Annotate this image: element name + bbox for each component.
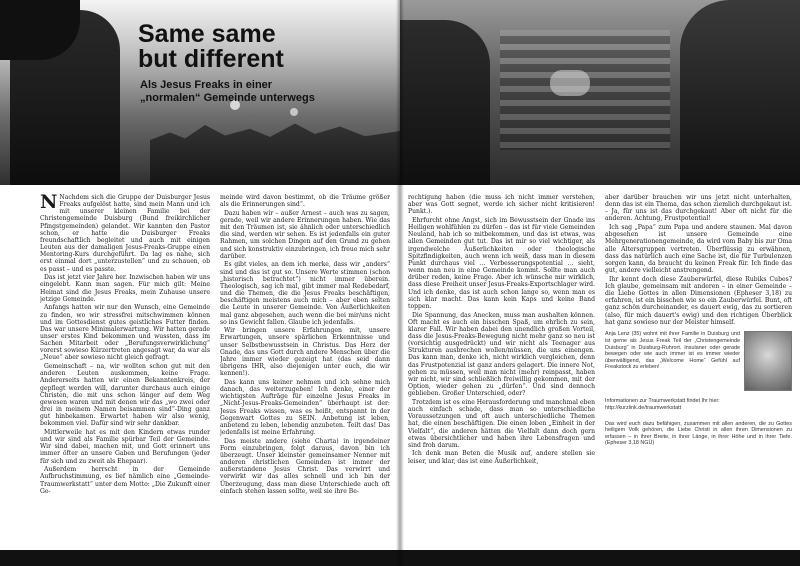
paragraph: Ich sag „Papa“ zum Papa und andere staunen. Mal davon abgesehen ist unsere Gemeinde eine Mehrgenerationengemeinde, da wird vom Baby bis zur Oma alle Altersgruppen vertreten. Überflüssig zu erwähnen, dass das natürlich auch eine Sache ist, die für Turbulenzen sorgen kann, da braucht du keinen Freak für. Ich finde das gut, andere vielleicht anstrengend.: [605, 224, 792, 275]
photo-lamp: [290, 108, 298, 116]
right-column-2: [605, 194, 792, 546]
paragraph: Es gibt vieles, an dem ich merke, dass wir „anders“ sind und das ist gut so. Unsere Werte stimmen (schon „historisch betrachtet“) nicht immer überein. Theologisch, sag ich mal, gibt immer mal Redebedarf, und die Themen, die die Jesus Freaks beschäftigen, beschäftigen meistens auch mich – aber eben selten die Leute in unserer Gemeinde. Von Äußerlichkeiten mal ganz abgesehen, auch wenn die bei mir/uns nicht so ins Gewicht fallen. Glaube ich jedenfalls.: [220, 261, 390, 326]
left-column-2: [220, 194, 390, 546]
right-page: [400, 0, 800, 566]
paragraph: Das meiste andere (siehe Charta) in irgendeiner Form einzubringen, folgt daraus, davon bin ich überzeugt. Unser kleinster gemeinsamer Nenner mit anderen christlichen Gemeinden ist immer der außerstandene Jesus Christ. Das verwirrt und verwirkt wir das alles schnell und ich bin der Überzeugung, dass man diese Unterschiede auch oft einfach stehen lassen sollte, weil sie ihre Be-: [220, 437, 390, 495]
paragraph: Ihr kennt doch diese Zauberwürfel, diese Rubiks Cubes? Ich glaube, gemeinsam mit anderen – in einer Gemeinde – die Liebe Gottes in allen Dimensionen (Epheser 3,18) zu erfahren, ist ein bisschen wie so ein Zauberwürfel. Bunt, oft ganz schön durcheinander, es dauert ewig, das zu sortieren (also, für mich dauert's ewig) und den richtigen Überblick hat ganz sowieso nur der Meister himself.: [605, 275, 792, 326]
header-photo-right: [400, 0, 800, 185]
info-note-text: Informationen zur Traumwerkstatt findet Ihr hier:: [605, 398, 720, 405]
paragraph: Außerdem herrscht in der Gemeinde Aufbruchstimmung, es lief nämlich eine „Gemeinde-Traumwerkstatt“ unter dem Motto: „Die Zukunft einer Ge-: [40, 466, 210, 495]
page-gutter: [396, 0, 404, 566]
bottom-photo-strip-left: [0, 550, 400, 566]
paragraph: Gemeinschaft – na, wir wollten schon gut mit den anderen Leuten auskommen, keine Frage. Andererseits hatten wir einen Bekanntenkreis, der gepflegt werden will, darunter durchaus auch einige Christen, die mit uns schon länger auf dem Weg gewesen waren und mit denen wir das „wo zwei oder drei in meinem Namen beisammen sind“-Ding ganz gut hinbekamen. Erwartet haben wir also wenig, bekommen viel. Dafür sind wir sehr dankbar.: [40, 363, 210, 428]
article-title: [138, 22, 378, 72]
paragraph: Anfangs hatten wir nur den Wunsch, eine Gemeinde zu finden, wo wir stressfrei mitschwimmen können und im Gottesdienst gutes geistliches Futter finden. Das war unsere Minimalerwartung. Wir hatten gerade unser erstes Kind bekommen und wussten, dass im Sachen Mitarbeit oder „Berufungsverwirklichung“ vorerst sowieso Kürzertreten angesagt war, da war als „Neue“ aber sowieso nicht gleich gefragt.: [40, 304, 210, 362]
left-page-columns: [40, 194, 390, 546]
paragraph: Das ist jetzt vier Jahre her. Inzwischen haben wir uns eingelebt. Kann man sagen. Für mich gilt: Meine Heimat sind die Jesus Freaks, mein Zuhause unsere jetzige Gemeinde.: [40, 274, 210, 303]
info-link[interactable]: http://kurzlink.de/traumwerkstatt: [605, 404, 682, 411]
article-title-block: [138, 22, 378, 105]
title-line-1: Same same: [138, 20, 276, 48]
photo-figure-man: [680, 0, 800, 185]
paragraph: Wir bringen unsere Erfahrungen mit, unsere Erwartungen, unsere spärlichen Erkenntnisse und unser Selbstbewusstsein in Christus. Das Herz der Gnade, das uns Gott durch andere Menschen über die Jahre immer wieder gezeigt hat (das seid dann übrigens IHR, also diejenigen unter euch, die wir kennen!).: [220, 327, 390, 378]
paragraph: Ich denk man Beten die Musik auf, andere stellen sie leiser, und klar, das ist eine Äußerlichkeit,: [408, 450, 595, 465]
paragraph: [40, 194, 210, 273]
article-subtitle: [140, 79, 378, 105]
photo-hand: [550, 70, 590, 96]
photo-skyline: [150, 110, 400, 185]
drop-cap: N: [40, 194, 58, 213]
title-line-2: but different: [138, 45, 284, 73]
bible-quote: Das wird euch dazu befähigen, zusammen mit allen anderen, die zu Gottes heiligem Volk gehören, die Liebe Christi in allen ihren Dimensionen zu erfassen – in ihrer Breite, in ihrer Länge, in ihrer Höhe und in ihrer Tiefe. (Epheser 3,18 NGÜ): [605, 420, 792, 447]
paragraph: aber darüber brauchen wir uns jetzt nicht unterhalten, denn das ist ein Thema, das schon ziemlich durchgekaut ist. – Ja, für uns ist das durchgekaut! Aber oft nicht für die anderen. Achtung, Frustpotential!: [605, 194, 792, 223]
right-column-1: [408, 194, 595, 546]
info-note: [605, 398, 792, 411]
author-photo: [744, 331, 792, 391]
subtitle-line-2: „normalen“ Gemeinde unterwegs: [140, 92, 315, 104]
paragraph: Ehrfurcht ohne Angst, sich im Bewusstsein der Gnade ins Heiligen wohlfühlen zu dürfen – das ist für viele Gemeinden Neuland, hab ich so mitbekommen, und das ist etwas, was allen Gemeinden gut tut. Das ist mir so viel wichtiger, als irgendwelche Äußerlichkeiten oder theologische Spitzfindigkeiten, auch wenn ich weiß, dass man in diesem Punkt durchaus viel … Verbesserungspotential … sieht, wenn man neu in eine Gemeinde kommt. Sollte man auch drüber reden, keine Frage. Aber ich wünsche mir wirklich, dass diese Freiheit unser Jesus-Freaks-Exportschlager wird. Und ich denke, das ist auch schon lange so, wenn man es sich klar macht. Das kann kein Kaps und keine Band toppen.: [408, 216, 595, 310]
paragraph: Das kann uns keiner nehmen und ich sehne mich danach, das weiterzugeben! Ich denke, einer der wichtigsten Aufträge für einzelne Jesus Freaks in „Nicht-Jesus-Freaks-Gemeinden“ überhaupt ist der: Jesus Freaks wissen, was es heißt, entspannt in der Gegenwart Gottes zu SEIN. Anbetung ist leben, anbetend zu leben, lebendig anzubeten. Teilt das! Das jedenfalls ist meine Erfahrung.: [220, 378, 390, 436]
paragraph-text: Nachdem sich die Gruppe der Duisburger Jesus Freaks aufgelöst hatte, sind mein Mann und ich mit unserer kleinen Familie bei der Christengemeinde Duisburg (Bund freikirchlicher Pfingstgemeinden) gelandet. Wir kannten den Pastor schon, er hatte die Duisburger Freaks freundschaftlich begleitet und auch mit einigen Leuten aus der damaligen Jesus-Freaks-Gruppe einen Mentoring-Kurs durchgeführt. Da lag es nahe, sich erst einmal dort „unterzustellen“ und zu schauen, ob es passt – und es passte.: [40, 194, 210, 273]
author-bio-text: Anja Lenz (35) wohnt mit ihrer Familie in Duisburg und ist gerne als Jesus Freak Teil der „Christengemeinde Duisburg“ in Duisburg-Ruhrort. Insulaner oder gerade bewegen oder wie auch immer ist es immer wieder überwältigend, das „Welcome Home“ Gefühl auf Freakstock zu erleben!: [605, 331, 740, 371]
paragraph: meinde wird davon bestimmt, ob die Träume größer als die Erinnerungen sind“.: [220, 194, 390, 209]
paragraph: Dazu haben wir – außer Arnest – auch was zu sagen, gerade, weil wir andere Erinnerungen haben. Wie das mit den Träumen ist, sie ähnlich oder unterschiedlich die sind, werden wir sehen. Es ist jedenfalls ein guter Rahmen, um solchen Dingen auf den Grund zu gehen und sich konstruktiv einzubringen, ich freue mich sehr darüber.: [220, 209, 390, 260]
right-page-columns: [408, 194, 792, 546]
paragraph: Die Spannung, das Anecken, muss man aushalten können. Oft macht es auch ein bisschen Spaß, um ehrlich zu sein, klarer Fall. Wir haben dabei den unendlich großen Vorteil, dass die Jesus-Freaks-Bewegung nicht mehr ganz so neu ist (vorsichtig ausgedrückt) und wir nicht als Teenager aus Strukturen ausbrechen wollen/müssen, die uns einengen. Das kann man, denke ich, nicht wirklich vergleichen, denn das Frustpotenzial ist ganz anders gelagert. Die innere Not, gehen zu müssen, weil man nicht (mehr) reinpasst, haben wir nicht, wir sind schließlich freiwillig gekommen, mit der Option, wieder gehen zu „dürfen“. Und sind dennoch geblieben. Großer Unterschied, oder?: [408, 311, 595, 398]
paragraph: Mittlerweile hat es mit den Kindern etwas runder und wir sind als Familie spürbar Teil der Gemeinde. Wir sind dabei, machen mit, und Gott erinnert uns immer öfter an unsere Gaben und Berufungen (jeder für sich und zu zweit als Ehepaar).: [40, 429, 210, 465]
paragraph: Trotzdem ist es eine Herausforderung und manchmal eben auch einfach schade, dass man so unterschiedliche Voraussetzungen und oft auch unterschiedliche Themen hat, die einen beschäftigen. Die einen loben „Einheit in der Vielfalt“, die anderen hätten die Vielfalt dann doch gern etwas übersichtlicher und haben ihre Lebensfragen und sind froh darum.: [408, 398, 595, 449]
left-column-1: [40, 194, 210, 546]
photo-figure-woman: [400, 20, 490, 185]
subtitle-line-1: Als Jesus Freaks in einer: [140, 79, 273, 91]
author-bio: [605, 331, 792, 391]
paragraph: rechtigung haben (die muss ich nicht immer verstehen, aber was Gott segnet, werde ich sicher nicht kritisieren! Punkt.).: [408, 194, 595, 216]
bottom-photo-strip-right: [400, 550, 800, 566]
